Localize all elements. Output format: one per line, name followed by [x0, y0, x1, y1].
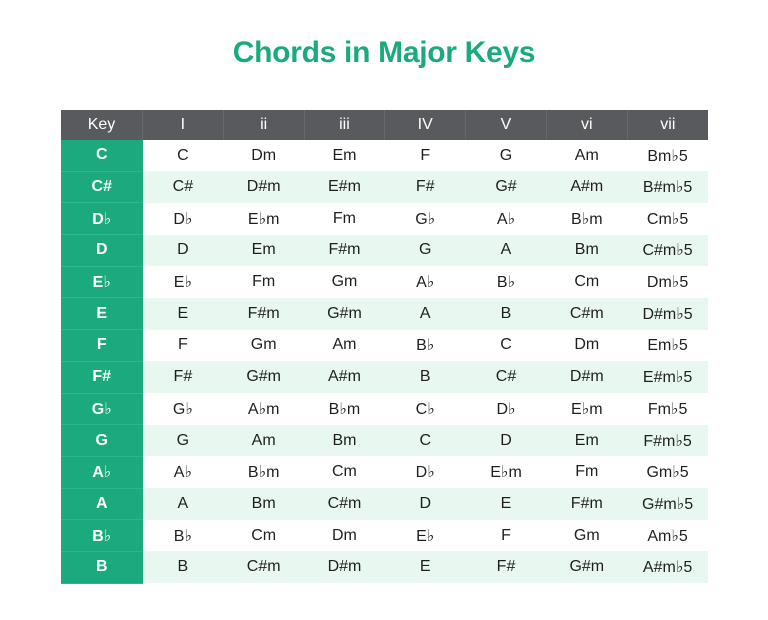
chord-cell: F#m: [304, 235, 385, 267]
key-cell: E: [61, 298, 143, 330]
key-cell: F: [61, 330, 143, 362]
table-row: [61, 235, 708, 267]
chord-cell: G#m: [223, 361, 304, 393]
column-header: IV: [385, 110, 466, 140]
chord-cell: Bm♭5: [627, 140, 708, 171]
chord-cell: B♭: [143, 520, 224, 552]
chord-cell: B: [466, 298, 547, 330]
chord-cell: C#m: [304, 488, 385, 520]
table-row: [61, 266, 708, 298]
table-row: [61, 551, 708, 583]
chord-cell: D♭: [143, 203, 224, 235]
chord-cell: Cm: [223, 520, 304, 552]
column-header: Key: [61, 110, 143, 140]
table-row: [61, 298, 708, 330]
key-cell: G: [61, 425, 143, 457]
table-row: [61, 488, 708, 520]
chord-cell: Gm: [546, 520, 627, 552]
chord-cell: F#m♭5: [627, 425, 708, 457]
chord-cell: D: [385, 488, 466, 520]
chord-cell: G♭: [385, 203, 466, 235]
chord-cell: C♭: [385, 393, 466, 425]
chord-cell: D#m: [304, 551, 385, 583]
chord-cell: Gm: [223, 330, 304, 362]
chord-cell: E♭: [385, 520, 466, 552]
chord-cell: Bm: [304, 425, 385, 457]
chord-cell: Am♭5: [627, 520, 708, 552]
key-cell: A: [61, 488, 143, 520]
table-row: [61, 171, 708, 203]
chord-cell: G#: [466, 171, 547, 203]
chord-cell: Cm: [546, 266, 627, 298]
chord-cell: Am: [546, 140, 627, 171]
chord-cell: A#m: [304, 361, 385, 393]
chord-cell: B: [143, 551, 224, 583]
chord-cell: Cm: [304, 456, 385, 488]
table-row: [61, 393, 708, 425]
chord-cell: D: [143, 235, 224, 267]
key-cell: E♭: [61, 266, 143, 298]
table-row: [61, 456, 708, 488]
chord-cell: F#m: [546, 488, 627, 520]
chord-cell: E: [466, 488, 547, 520]
chord-cell: C#: [466, 361, 547, 393]
chord-cell: B♭: [385, 330, 466, 362]
chord-cell: Dm: [546, 330, 627, 362]
table-row: [61, 203, 708, 235]
chord-cell: B♭m: [546, 203, 627, 235]
chord-cell: F#: [143, 361, 224, 393]
chord-cell: Am: [304, 330, 385, 362]
chord-cell: B#m♭5: [627, 171, 708, 203]
chord-cell: Em: [223, 235, 304, 267]
table-header-row: [61, 110, 708, 140]
chord-cell: Dm♭5: [627, 266, 708, 298]
chord-cell: D#m: [223, 171, 304, 203]
chord-cell: G#m♭5: [627, 488, 708, 520]
key-cell: D: [61, 235, 143, 267]
column-header: vii: [627, 110, 708, 140]
chord-cell: C#m♭5: [627, 235, 708, 267]
chord-cell: F: [466, 520, 547, 552]
chord-cell: A: [143, 488, 224, 520]
table-row: [61, 140, 708, 171]
chord-cell: Em♭5: [627, 330, 708, 362]
key-cell: C#: [61, 171, 143, 203]
table-row: [61, 425, 708, 457]
chord-cell: D#m: [546, 361, 627, 393]
key-cell: A♭: [61, 456, 143, 488]
chord-cell: A: [385, 298, 466, 330]
chord-cell: D#m♭5: [627, 298, 708, 330]
chord-cell: Cm♭5: [627, 203, 708, 235]
key-cell: F#: [61, 361, 143, 393]
chord-cell: Fm♭5: [627, 393, 708, 425]
chord-cell: E♭m: [466, 456, 547, 488]
chord-cell: A#m: [546, 171, 627, 203]
chord-cell: Dm: [304, 520, 385, 552]
chord-cell: Em: [304, 140, 385, 171]
key-cell: B♭: [61, 520, 143, 552]
chord-cell: D: [466, 425, 547, 457]
table-row: [61, 361, 708, 393]
chord-cell: Bm: [223, 488, 304, 520]
chord-cell: A: [466, 235, 547, 267]
chord-cell: C: [143, 140, 224, 171]
chord-cell: F: [385, 140, 466, 171]
chord-cell: F: [143, 330, 224, 362]
chord-cell: G: [385, 235, 466, 267]
chord-cell: E#m: [304, 171, 385, 203]
chord-cell: F#m: [223, 298, 304, 330]
key-cell: B: [61, 551, 143, 583]
chord-cell: Bm: [546, 235, 627, 267]
chord-cell: C: [385, 425, 466, 457]
chord-cell: Fm: [304, 203, 385, 235]
chords-table: [61, 110, 708, 584]
page-title: Chords in Major Keys: [232, 36, 536, 69]
chord-cell: C#m: [223, 551, 304, 583]
column-header: I: [143, 110, 224, 140]
chord-cell: Gm♭5: [627, 456, 708, 488]
chord-cell: D♭: [385, 456, 466, 488]
key-cell: D♭: [61, 203, 143, 235]
table-row: [61, 520, 708, 552]
key-cell: G♭: [61, 393, 143, 425]
column-header: iii: [304, 110, 385, 140]
chord-cell: B♭m: [223, 456, 304, 488]
chord-cell: E: [143, 298, 224, 330]
chord-cell: E#m♭5: [627, 361, 708, 393]
chord-cell: Fm: [223, 266, 304, 298]
chord-cell: G: [143, 425, 224, 457]
chord-cell: G♭: [143, 393, 224, 425]
chord-cell: E♭m: [223, 203, 304, 235]
table-body: [61, 140, 708, 583]
chord-cell: G#m: [546, 551, 627, 583]
chord-cell: E♭: [143, 266, 224, 298]
chord-cell: Em: [546, 425, 627, 457]
chord-cell: A♭m: [223, 393, 304, 425]
chord-cell: B♭m: [304, 393, 385, 425]
chord-cell: F#: [466, 551, 547, 583]
chord-cell: Dm: [223, 140, 304, 171]
chord-cell: Fm: [546, 456, 627, 488]
table-row: [61, 330, 708, 362]
chord-cell: C#: [143, 171, 224, 203]
chord-cell: F#: [385, 171, 466, 203]
chord-cell: D♭: [466, 393, 547, 425]
chord-cell: G: [466, 140, 547, 171]
chord-cell: C: [466, 330, 547, 362]
key-cell: C: [61, 140, 143, 171]
chord-cell: Am: [223, 425, 304, 457]
chord-cell: E♭m: [546, 393, 627, 425]
chord-cell: G#m: [304, 298, 385, 330]
column-header: V: [466, 110, 547, 140]
column-header: vi: [546, 110, 627, 140]
chord-cell: A♭: [466, 203, 547, 235]
chord-cell: B♭: [466, 266, 547, 298]
chord-cell: A♭: [385, 266, 466, 298]
chord-cell: Gm: [304, 266, 385, 298]
chord-cell: C#m: [546, 298, 627, 330]
chord-cell: B: [385, 361, 466, 393]
chord-cell: A#m♭5: [627, 551, 708, 583]
chord-cell: A♭: [143, 456, 224, 488]
column-header: ii: [223, 110, 304, 140]
chord-cell: E: [385, 551, 466, 583]
